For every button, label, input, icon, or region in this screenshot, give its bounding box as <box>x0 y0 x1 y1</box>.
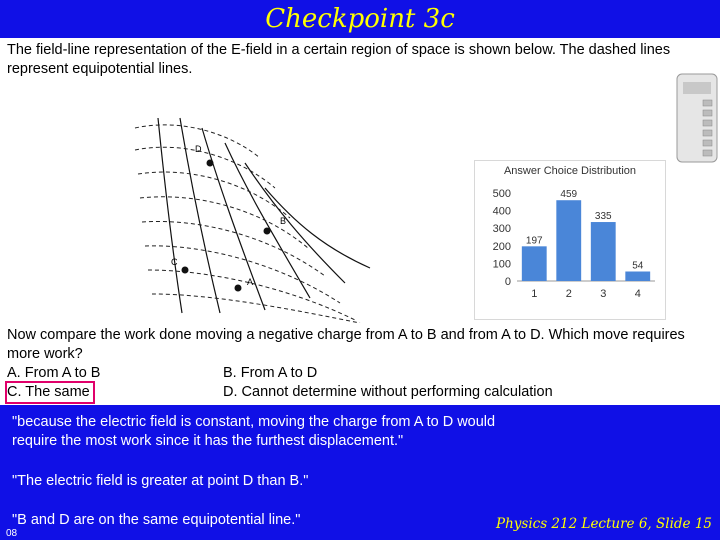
x-tick-label: 2 <box>565 288 572 300</box>
student-response-2: "The electric field is greater at point D than B." <box>12 473 309 489</box>
options-row-2 <box>7 383 713 402</box>
answer-distribution-chart <box>474 160 666 320</box>
equipotential-line <box>135 147 275 188</box>
chart-title: Answer Choice Distribution <box>503 165 637 177</box>
y-tick-label: 0 <box>504 276 511 288</box>
slide-title: Checkpoint 3c <box>265 4 455 34</box>
y-tick-label: 500 <box>492 188 511 200</box>
intro-text: The field-line representation of the E-field in a certain region of space is shown below. The dashed lines represent equipotential lines. <box>7 42 671 77</box>
x-tick-label: 3 <box>600 288 607 300</box>
point-d-label: D <box>195 144 202 154</box>
point-c-marker <box>182 267 189 274</box>
x-tick-label: 4 <box>634 288 641 300</box>
point-a-marker <box>235 285 242 292</box>
y-tick-label: 100 <box>492 258 511 271</box>
options-row-1 <box>7 364 713 383</box>
clicker-remote-icon <box>675 70 720 165</box>
field-line <box>265 188 370 268</box>
field-line <box>225 143 310 298</box>
field-lines <box>158 118 370 313</box>
question-block <box>7 326 713 402</box>
footer-text: Physics 212 Lecture 6, Slide 15 <box>495 516 712 532</box>
question-text: Now compare the work done moving a negative charge from A to B and from A to D. Which move requires more work? <box>7 327 685 362</box>
point-d-marker <box>207 160 214 167</box>
y-tick-label: 300 <box>492 223 511 236</box>
y-tick-label: 200 <box>492 240 511 253</box>
bar-value-label: 459 <box>560 189 578 201</box>
bar-2 <box>556 200 581 281</box>
y-tick-label: 400 <box>492 205 511 218</box>
option-d: D. Cannot determine without performing calculation <box>223 384 553 400</box>
x-tick-label: 1 <box>531 288 538 300</box>
point-c-label: C <box>171 257 178 267</box>
point-b-label: B <box>280 216 287 226</box>
option-c-selected: C. The same <box>7 383 93 402</box>
bar-value-label: 335 <box>594 211 612 223</box>
field-line <box>245 163 345 283</box>
equipotential-line <box>142 221 325 276</box>
bar-4 <box>625 271 650 281</box>
field-line-figure <box>130 88 380 323</box>
bar-1 <box>522 246 547 281</box>
bar-value-label: 54 <box>632 260 644 272</box>
student-response-1: "because the electric field is constant, moving the charge from A to D would require the most work since it has the furthest displacement." <box>12 414 496 449</box>
option-b: B. From A to D <box>223 365 318 381</box>
slide-number: 08 <box>6 528 18 539</box>
bar-3 <box>591 222 616 281</box>
student-response-3: "B and D are on the same equipotential line." <box>12 512 301 528</box>
bar-value-label: 197 <box>525 235 543 247</box>
chart-plot <box>475 161 665 319</box>
field-line <box>202 128 265 310</box>
point-a-label: A <box>247 277 254 287</box>
point-b-marker <box>264 228 271 235</box>
option-a: A. From A to B <box>7 365 101 381</box>
equipotential-lines <box>135 125 360 323</box>
